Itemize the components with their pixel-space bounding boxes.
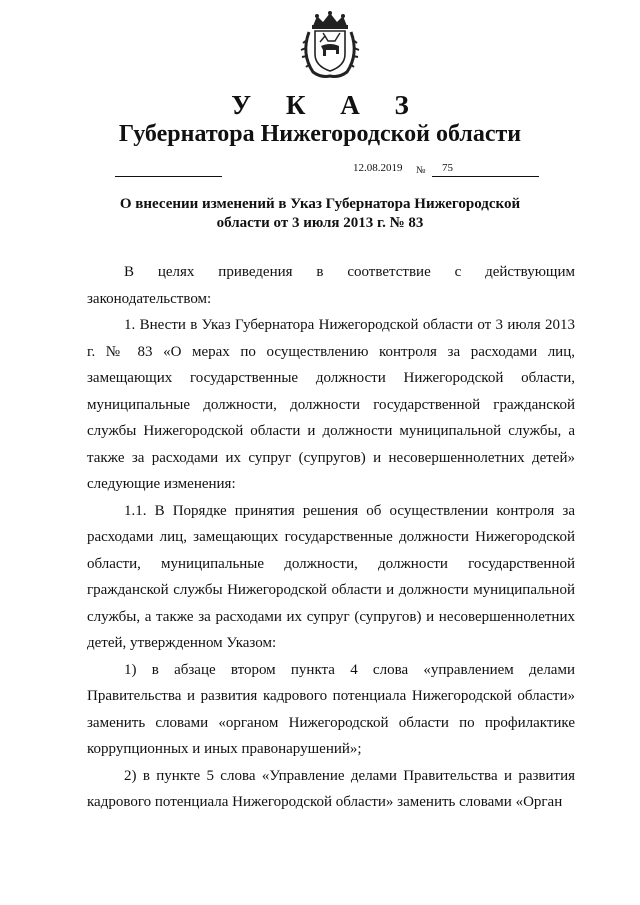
paragraph-subitem-2: 2) в пункте 5 слова «Управление делами Правительства и развития кадрового потенциала Нижегородской области» заменить словами «Орган [87,767,575,810]
paragraph-subitem-1: 1) в абзаце втором пункта 4 слова «управлением делами Правительства и развития кадрового потенциала Нижегородской области» заменить словами «органом Нижегородской области по профилактике коррупционных и иных правонарушений»; [87,661,575,757]
document-date: 12.08.2019 [353,162,403,174]
nizhny-novgorod-coat-of-arms-icon [299,10,361,80]
paragraph-preamble: В целях приведения в соответствие с действующим законодательством: [87,264,575,307]
blank-line-left [115,176,222,177]
document-body [87,259,575,816]
number-sign: № [416,165,426,176]
document-type-heading: У К А З [231,90,423,120]
issuer-heading: Губернатора Нижегородской области [118,121,522,147]
document-title: О внесении изменений в Указ Губернатора Нижегородской области от 3 июля 2013 г. № 83 [119,196,521,231]
number-underline [432,176,539,177]
paragraph-item-1: 1. Внести в Указ Губернатора Нижегородской области от 3 июля 2013 г. № 83 «О мерах по осуществлению контроля за расходами лиц, замещающих государственные должности Нижегородской области, муниципальные должности, должности государственной гражданской службы Нижегородской области и должности муниципальной службы, а также за расходами их супруг (супругов) и несовершеннолетних детей» следующие изменения: [87,317,575,492]
paragraph-item-1-1: 1.1. В Порядке принятия решения об осуществлении контроля за расходами лиц, замещающих государственные должности Нижегородской области, муниципальные должности, должности государственной гражданской службы Нижегородской области и должности муниципальной службы, а также за расходами их супруг (супругов) и несовершеннолетних детей, утвержденном Указом: [87,502,575,651]
document-number: 75 [442,162,453,174]
